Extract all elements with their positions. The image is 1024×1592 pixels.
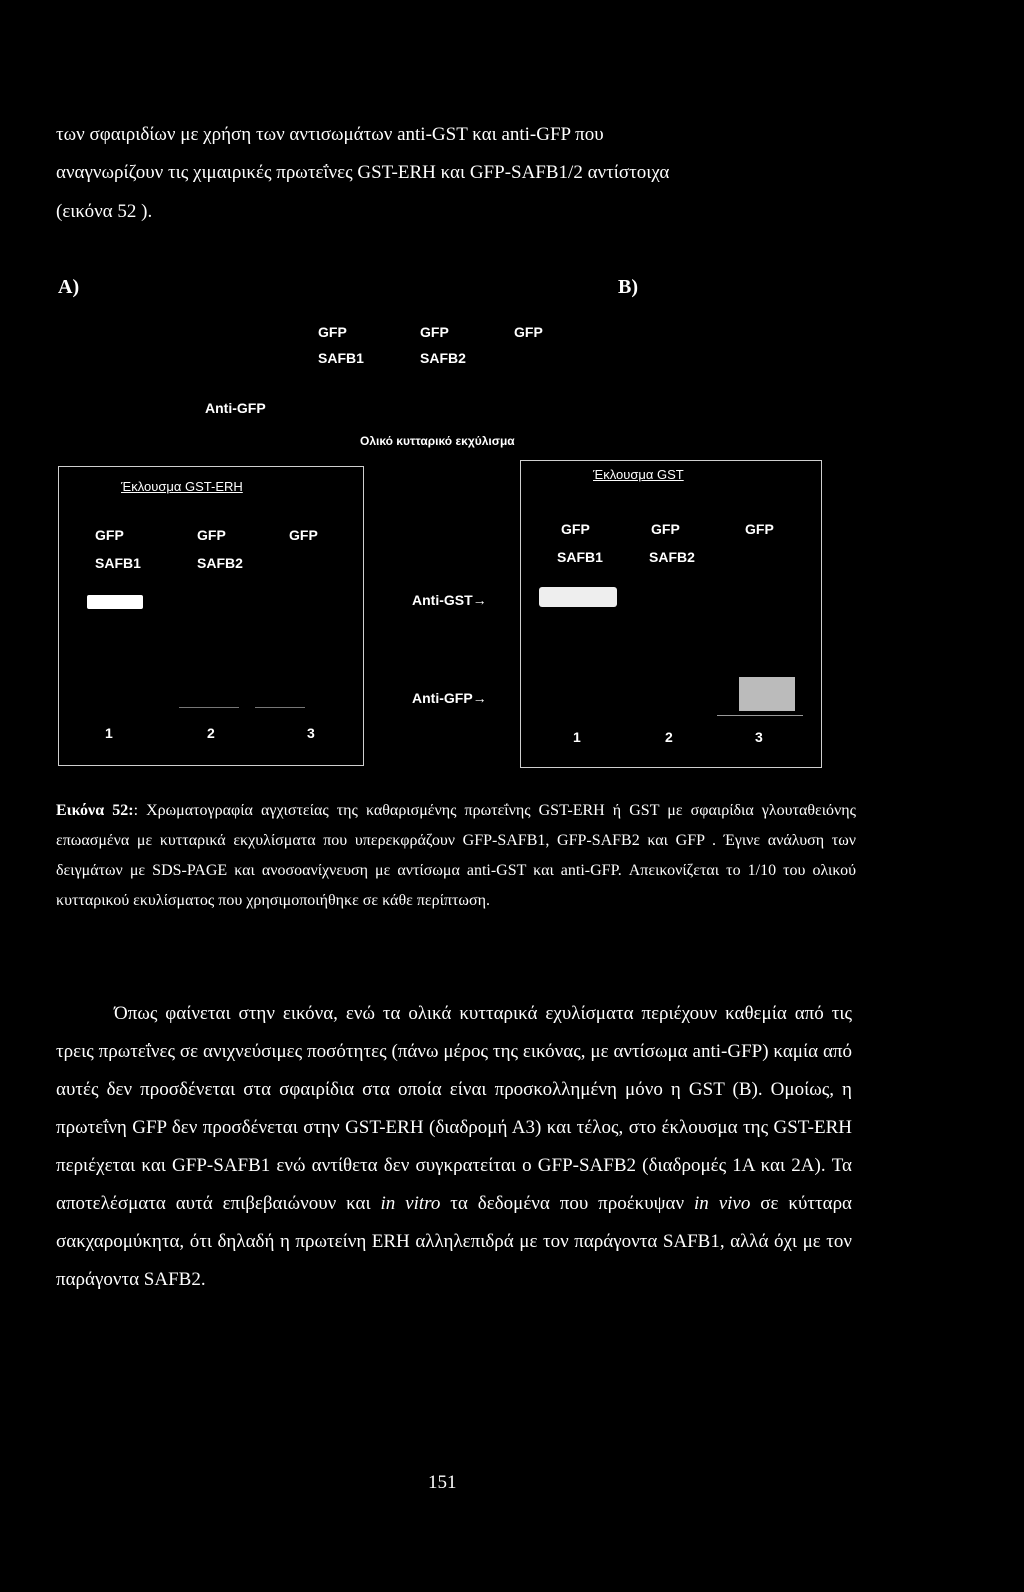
body-paragraph (56, 995, 852, 1299)
panel-a-number-1: 1 (105, 725, 113, 741)
body-text-2: τα δεδομένα που προέκυψαν (450, 1193, 685, 1214)
total-lysate-label: Ολικό κυτταρικό εκχύλισμα (360, 434, 515, 448)
top-lane-3-line1: GFP (514, 324, 543, 340)
panel-a-lane-2-line2: SAFB2 (197, 555, 243, 571)
anti-gfp-top-label: Anti-GFP (205, 400, 266, 416)
caption-label: Εικόνα 52: (56, 802, 134, 819)
caption-text: : Χρωματογραφία αγχιστείας της καθαρισμένης πρωτεΐνης GST-ERH ή GST με σφαιρίδια γλουταθειόνης επωασμένα με κυτταρικά εκχυλίσματα που υπερεκφράζουν GFP-SAFB1, GFP-SAFB2 και GFP . Έγινε ανάλυση των δειγμάτων με SDS-PAGE και ανοσοανίχνευση με αντίσωμα anti-GST και anti-GFP. Απεικονίζεται το 1/10 του ολικού κυτταρικού εκυλίσματος που χρησιμοποιήθηκε σε κάθε περίπτωση. (56, 802, 856, 909)
intro-line-2: αναγνωρίζουν τις χιμαιρικές πρωτεΐνες GST-ERH και GFP-SAFB1/2 αντίστοιχα (56, 162, 670, 183)
panel-a-lane-3-line1: GFP (289, 527, 318, 543)
panel-b-lane-2-line1: GFP (651, 521, 680, 537)
panel-a-band-lane-1 (87, 595, 143, 609)
panel-b-number-3: 3 (755, 729, 763, 745)
panel-a-header: Έκλουσμα GST-ERH (121, 479, 243, 494)
page-number: 151 (428, 1472, 457, 1493)
panel-a-lane-1-line2: SAFB1 (95, 555, 141, 571)
body-italic-in-vivo: in vivo (694, 1193, 751, 1214)
anti-gfp-arrow-text: Anti-GFP (412, 690, 473, 706)
panel-b-lane-3-line1: GFP (745, 521, 774, 537)
panel-a-lane-2-line1: GFP (197, 527, 226, 543)
body-italic-in-vitro: in vitro (380, 1193, 441, 1214)
panel-a-number-3: 3 (307, 725, 315, 741)
panel-b-number-1: 1 (573, 729, 581, 745)
panel-b-baseline (717, 715, 803, 716)
anti-gfp-arrow-label (412, 690, 487, 706)
top-lane-1-line2: SAFB1 (318, 350, 364, 366)
anti-gst-arrow-text: Anti-GST (412, 592, 473, 608)
intro-line-3: (εικόνα 52 ). (56, 201, 153, 222)
panel-a-number-2: 2 (207, 725, 215, 741)
intro-line-1: των σφαιριδίων με χρήση των αντισωμάτων anti-GST και anti-GFP που (56, 124, 604, 145)
panel-b-band-lane-3 (739, 677, 795, 711)
panel-a-lane-1-line1: GFP (95, 527, 124, 543)
arrow-right-icon: → (472, 690, 487, 706)
body-text-3: σε κύτταρα σακχαρομύκητα, ότι δηλαδή η πρωτείνη ERH αλληλεπιδρά με τον παράγοντα SAFB1, αλλά όχι με τον παράγοντα SAFB2. (56, 1193, 853, 1290)
panel-b-lane-1-line2: SAFB1 (557, 549, 603, 565)
body-text-1: Όπως φαίνεται στην εικόνα, ενώ τα ολικά κυτταρικά εχυλίσματα περιέχουν καθεμία από τις τρεις πρωτεΐνες σε ανιχνεύσιμες ποσότητες (πάνω μέρος της εικόνας, με αντίσωμα anti-GFP) καμία από αυτές δεν προσδένεται στα σφαιρίδια στα οποία είναι προσκολλημένη μόνο η GST (Β). Ομοίως, η πρωτεΐνη GFP δεν προσδένεται στην GST-ERH (διαδρομή Α3) και τέλος, στο έκλουσμα της GST-ERH περιέχεται και GFP-SAFB1 ενώ αντίθετα δεν συγκρατείται ο GFP-SAFB2 (διαδρομές 1Α και 2Α). Τα αποτελέσματα αυτά επιβεβαιώνουν και (56, 1003, 852, 1214)
panel-b-number-2: 2 (665, 729, 673, 745)
top-lane-1-line1: GFP (318, 324, 347, 340)
figure-label-b: B) (618, 276, 638, 298)
panel-a-faint-band-2 (255, 707, 305, 708)
figure-caption (56, 796, 856, 916)
top-lane-2-line2: SAFB2 (420, 350, 466, 366)
blot-panel-b (520, 460, 822, 768)
blot-panel-a (58, 466, 364, 766)
arrow-right-icon: → (472, 592, 487, 608)
panel-b-lane-1-line1: GFP (561, 521, 590, 537)
top-lane-2-line1: GFP (420, 324, 449, 340)
panel-b-lane-2-line2: SAFB2 (649, 549, 695, 565)
figure-label-a: A) (58, 276, 80, 298)
anti-gst-arrow-label (412, 592, 487, 608)
panel-b-band-lane-1 (539, 587, 617, 607)
panel-b-header: Έκλουσμα GST (593, 467, 684, 482)
panel-a-faint-band (179, 707, 239, 708)
